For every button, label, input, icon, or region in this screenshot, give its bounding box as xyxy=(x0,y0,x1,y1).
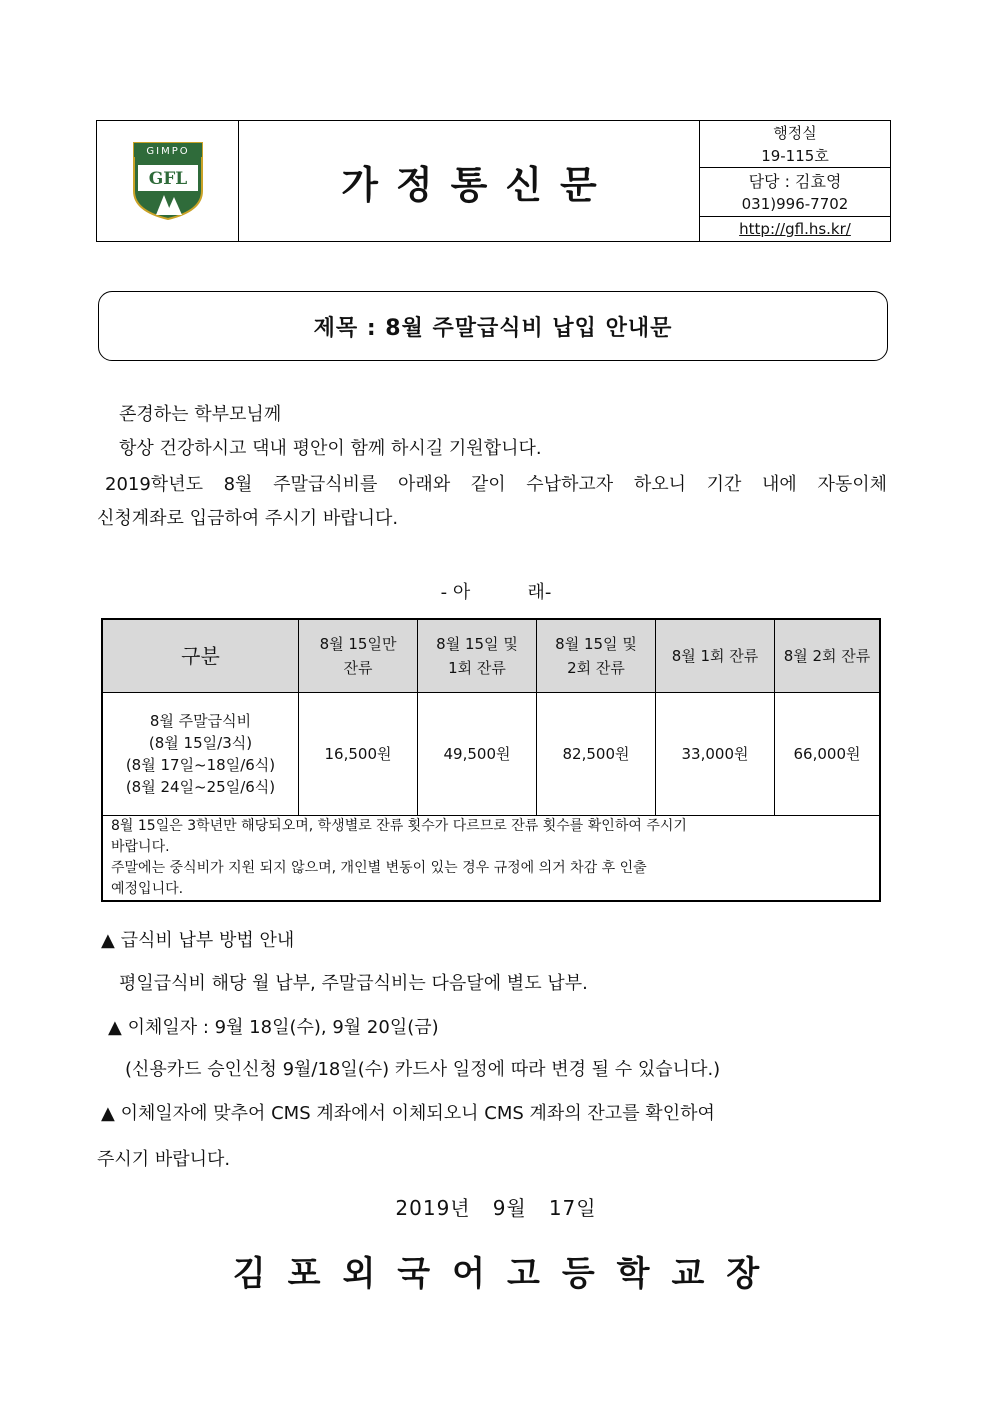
phone-number: 031)996-7702 xyxy=(700,192,890,217)
issue-date: 2019년 9월 17일 xyxy=(395,1196,597,1220)
greeting-line-4: 신청계좌로 입금하여 주시기 바랍니다. xyxy=(97,508,399,529)
note-line: 8월 15일은 3학년만 해당되오며, 학생별로 잔류 횟수가 다르므로 잔류 횟수를 확인하여 주시기 xyxy=(111,818,687,834)
note-line: 예정입니다. xyxy=(111,881,184,897)
notice-title: - 아 래- xyxy=(440,582,552,603)
note-cell xyxy=(102,816,880,902)
table-row xyxy=(102,693,880,816)
header-cell-col2: 8월 15일 및 1회 잔류 xyxy=(418,619,537,693)
table-header-row xyxy=(102,619,880,693)
doc-number: 19-115호 xyxy=(700,144,890,168)
header-cell-col5: 8월 2회 잔류 xyxy=(775,619,881,693)
greeting-line-3: 2019학년도 8월 주말급식비를 아래와 같이 수납하고자 하오니 기간 내에 자동이체 xyxy=(105,474,887,495)
title-cell xyxy=(239,121,700,241)
info-cell xyxy=(700,121,890,241)
amount-cell: 33,000원 xyxy=(656,693,775,816)
amount-cell: 49,500원 xyxy=(418,693,537,816)
logo-top-text: GIMPO xyxy=(145,146,190,157)
header-cell-col1: 8월 15일만 잔류 xyxy=(299,619,418,693)
subject-box xyxy=(98,291,888,361)
greeting-line-1: 존경하는 학부모님께 xyxy=(119,404,282,425)
row-label-cell xyxy=(102,693,299,816)
table-note-row xyxy=(102,816,880,902)
header-box xyxy=(96,120,891,242)
card-note: (신용카드 승인신청 9월/18일(수) 카드사 일정에 따라 변경 될 수 있습니다.) xyxy=(125,1059,721,1080)
website-link[interactable]: http://gfl.hs.kr/ xyxy=(739,220,851,238)
payment-heading: ▲ 급식비 납부 방법 안내 xyxy=(101,930,295,951)
transfer-date: ▲ 이체일자 : 9월 18일(수), 9월 20일(금) xyxy=(108,1017,439,1038)
note-line: 주말에는 중식비가 지원 되지 않으며, 개인별 변동이 있는 경우 규정에 의거 차감 후 인출 xyxy=(111,860,647,876)
logo-cell xyxy=(97,121,239,241)
header-cell-col4: 8월 1회 잔류 xyxy=(656,619,775,693)
row-label-line: (8월 15일/3식) xyxy=(148,734,253,752)
website-cell xyxy=(700,217,890,241)
note-line: 바랍니다. xyxy=(111,839,170,855)
cms-notice-line-1: ▲ 이체일자에 맞추어 CMS 계좌에서 이체되오니 CMS 계좌의 잔고를 확인하여 xyxy=(101,1103,715,1124)
payment-detail: 평일급식비 해당 월 납부, 주말급식비는 다음달에 별도 납부. xyxy=(119,973,588,994)
logo-main-text: GFL xyxy=(148,169,187,189)
row-label-line: (8월 24일~25일/6식) xyxy=(125,778,276,796)
row-label-line: 8월 주말급식비 xyxy=(149,712,252,730)
amount-cell: 66,000원 xyxy=(775,693,881,816)
header-cell-category: 구분 xyxy=(102,619,299,693)
amount-cell: 16,500원 xyxy=(299,693,418,816)
fee-table xyxy=(101,618,881,902)
manager-label: 담당 : 김효영 xyxy=(748,171,842,191)
principal-signature: 김포외국어고등학교장 xyxy=(232,1254,782,1294)
subject-text: 제목 : 8월 주말급식비 납입 안내문 xyxy=(313,315,673,341)
cms-notice-line-2: 주시기 바랍니다. xyxy=(97,1149,231,1170)
amount-cell: 82,500원 xyxy=(537,693,656,816)
page-title: 가정통신문 xyxy=(341,162,615,207)
office-label: 행정실 xyxy=(773,124,817,142)
row-label-line: (8월 17일~18일/6식) xyxy=(125,756,276,774)
header-cell-col3: 8월 15일 및 2회 잔류 xyxy=(537,619,656,693)
school-logo xyxy=(128,139,208,223)
greeting-line-2: 항상 건강하시고 댁내 평안이 함께 하시길 기원합니다. xyxy=(119,438,542,459)
